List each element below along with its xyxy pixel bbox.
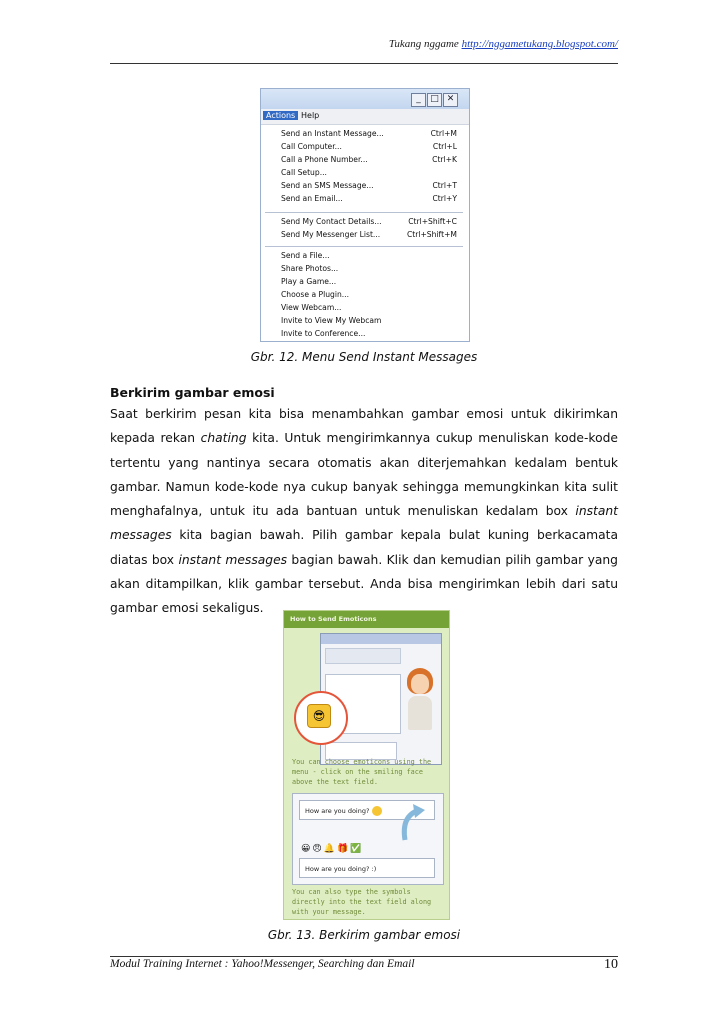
menu-item-label: Share Photos... <box>281 264 339 273</box>
page-footer <box>110 958 618 970</box>
curved-arrow-icon <box>397 802 427 842</box>
menu-separator <box>265 212 463 213</box>
avatar <box>404 668 436 732</box>
menu-item-label: Call Computer... <box>281 142 342 151</box>
menu-item-send-file[interactable] <box>281 251 457 263</box>
header-rule <box>110 63 618 64</box>
menubar <box>261 109 469 125</box>
actions-menu-screenshot <box>260 88 470 342</box>
menu-item-label: Send an Instant Message... <box>281 129 384 138</box>
section-paragraph <box>110 402 618 621</box>
menu-item-label: Choose a Plugin... <box>281 290 350 299</box>
header-blog-link[interactable]: http://nggametukang.blogspot.com/ <box>461 38 618 50</box>
menu-item-label: Call Setup... <box>281 168 327 177</box>
close-icon[interactable]: ✕ <box>443 93 458 107</box>
paragraph-run: Saat berkirim pesan kita bisa menambahkan gambar emosi untuk dikirimkan kepada rekan <box>110 407 618 446</box>
window-titlebar <box>261 89 469 109</box>
italic-term: instant messages <box>178 552 288 567</box>
menu-help[interactable]: Help <box>301 111 320 120</box>
menu-item-label: Send an Email... <box>281 194 343 203</box>
message-text: How are you doing? <box>305 807 370 815</box>
figure-13-caption: Gbr. 13. Berkirim gambar emosi <box>267 928 461 942</box>
menu-item-send-sms[interactable] <box>281 181 457 193</box>
menu-item-label: Send My Messenger List... <box>281 230 381 239</box>
sunglasses-smiley-icon: 😎 <box>307 704 331 728</box>
menu-item-send-email[interactable] <box>281 194 457 206</box>
emoticon-help-image <box>283 610 450 920</box>
menu-item-shortcut: Ctrl+Shift+C <box>408 217 457 226</box>
menu-item-view-webcam[interactable] <box>281 303 457 315</box>
maximize-icon[interactable]: □ <box>427 93 442 107</box>
emoticon-toolbar: 😀😠🔔🎁✅ <box>301 844 364 854</box>
emoticon-help-text-2: You can also type the symbols directly into the text field along with your message. <box>292 888 432 916</box>
italic-term: chating <box>200 431 247 446</box>
smiley-icon <box>372 806 382 816</box>
menu-item-share-photos[interactable] <box>281 264 457 276</box>
menu-item-shortcut: Ctrl+M <box>430 129 457 138</box>
menu-actions[interactable]: Actions <box>263 111 298 120</box>
menu-item-send-messenger-list[interactable] <box>281 230 457 242</box>
message-field-with-symbol: How are you doing? :) <box>299 858 435 878</box>
menu-item-invite-webcam[interactable] <box>281 316 457 328</box>
emoticon-help-text-1: You can choose emoticons using the menu - click on the smiling face above the text field. <box>292 758 432 786</box>
header-site-name: Tukang nggame <box>388 38 459 50</box>
paragraph-run: kita. Untuk mengirimkannya cukup menuliskan kode-kode tertentu yang nantinya secara otomatis akan diterjemahkan kedalam bentuk gambar. Namun kode-kode nya cukup banyak sehingga memungkinkan kita sulit menghafalnya, untuk itu ada bantuan untuk menuliskan kedalam box <box>110 431 619 519</box>
footer-rule <box>110 956 618 957</box>
menu-item-call-computer[interactable] <box>281 142 457 154</box>
emoticon-help-title: How to Send Emoticons <box>284 611 449 628</box>
menu-item-call-setup[interactable] <box>281 168 457 180</box>
menu-item-shortcut: Ctrl+T <box>432 181 457 190</box>
menu-item-send-contact-details[interactable] <box>281 217 457 229</box>
menu-item-label: Play a Game... <box>281 277 337 286</box>
menu-item-invite-conference[interactable] <box>281 329 457 341</box>
section-heading: Berkirim gambar emosi <box>110 385 275 400</box>
menu-item-label: Send My Contact Details... <box>281 217 382 226</box>
italic-term: instant messages <box>110 504 618 543</box>
menu-item-call-phone[interactable] <box>281 155 457 167</box>
menu-item-label: View Webcam... <box>281 303 342 312</box>
avatar-face <box>411 674 429 694</box>
figure-12-caption: Gbr. 12. Menu Send Instant Messages <box>250 350 478 364</box>
menu-item-send-instant-message[interactable] <box>281 129 457 141</box>
paragraph-run: kita bagian bawah. Pilih gambar kepala bulat kuning berkacamata diatas box <box>110 528 618 567</box>
menu-item-play-game[interactable] <box>281 277 457 289</box>
avatar-body <box>408 696 432 730</box>
menu-item-shortcut: Ctrl+L <box>432 142 457 151</box>
window-titlebar <box>321 634 441 644</box>
toolbar <box>325 648 401 664</box>
minimize-icon[interactable]: _ <box>411 93 426 107</box>
page-number: 10 <box>604 957 618 972</box>
page-header <box>110 38 618 50</box>
menu-item-shortcut: Ctrl+Shift+M <box>406 230 457 239</box>
footer-text: Modul Training Internet : Yahoo!Messenger, Searching dan Email <box>110 958 415 970</box>
menu-item-label: Call a Phone Number... <box>281 155 368 164</box>
message-panel-example <box>292 793 444 885</box>
menu-item-shortcut: Ctrl+K <box>432 155 457 164</box>
menu-item-label: Send an SMS Message... <box>281 181 374 190</box>
menu-item-label: Send a File... <box>281 251 330 260</box>
menu-item-shortcut: Ctrl+Y <box>432 194 457 203</box>
menu-item-label: Invite to View My Webcam <box>281 316 382 325</box>
menu-item-choose-plugin[interactable] <box>281 290 457 302</box>
menu-item-label: Invite to Conference... <box>281 329 366 338</box>
paragraph-run: bagian bawah. Klik dan kemudian pilih gambar yang akan ditampilkan, klik gambar tersebut. Anda bisa mengirimkan lebih dari satu gambar emosi sekaligus. <box>110 552 618 616</box>
menu-separator <box>265 246 463 247</box>
